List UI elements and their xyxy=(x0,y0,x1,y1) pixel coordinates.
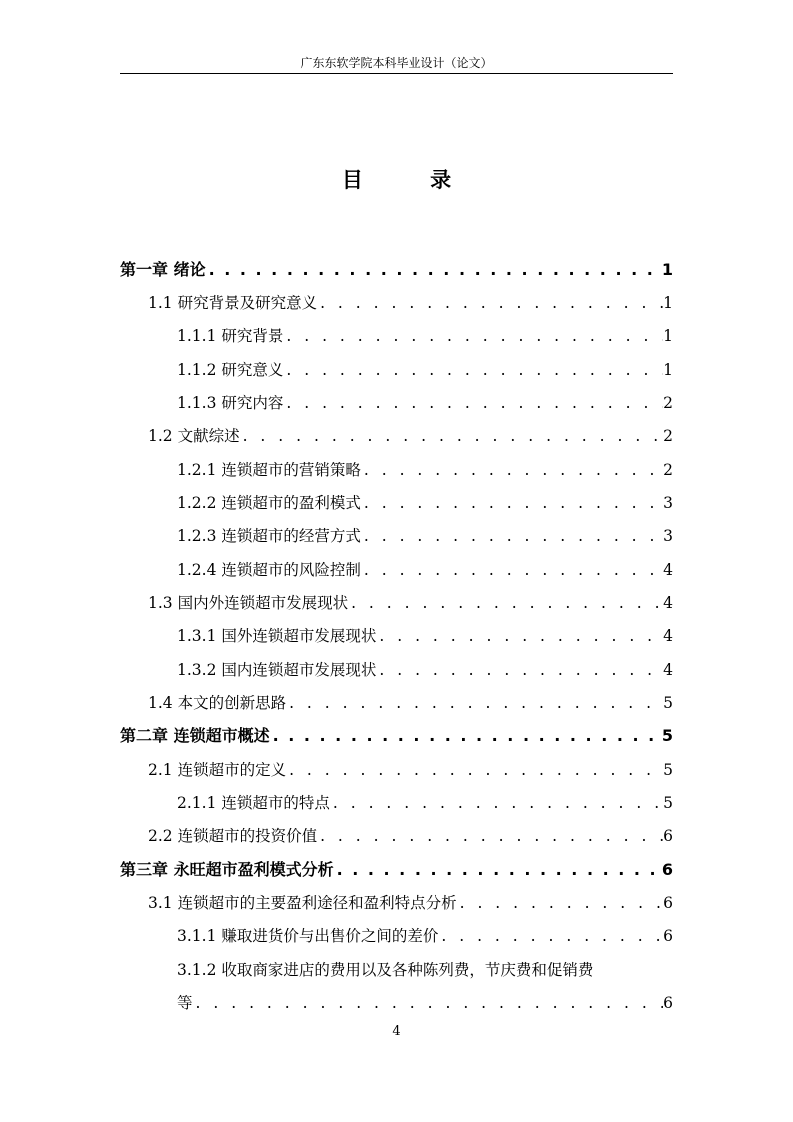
toc-entry[interactable] xyxy=(177,523,673,549)
toc-entry-text: 1.2.3 连锁超市的经营方式 xyxy=(177,527,361,545)
toc-entry-page: 2 xyxy=(663,461,673,479)
toc-entry[interactable] xyxy=(148,690,673,716)
toc-entry-text: 1.1.1 研究背景 xyxy=(177,327,284,345)
toc-entry-text: 1.3.2 国内连锁超市发展现状 xyxy=(177,661,377,679)
toc-entry-text: 第一章 绪论 xyxy=(120,260,206,279)
toc-entry[interactable] xyxy=(177,457,673,483)
toc-entry-text: 1.2.4 连锁超市的风险控制 xyxy=(177,561,361,579)
toc-entry-text: 第三章 永旺超市盈利模式分析 xyxy=(120,860,334,879)
toc-entry-text: 1.1 研究背景及研究意义 xyxy=(148,294,318,312)
toc-leader xyxy=(376,623,663,649)
toc-leader xyxy=(348,590,663,616)
toc-leader xyxy=(330,790,663,816)
toc-entry[interactable] xyxy=(120,257,673,283)
toc-entry[interactable] xyxy=(177,557,673,583)
toc-entry-page: 4 xyxy=(663,561,673,579)
toc-entry[interactable] xyxy=(177,990,673,1016)
toc-entry-text: 第二章 连锁超市概述 xyxy=(120,726,270,745)
toc-leader xyxy=(317,290,663,316)
toc-entry-page: 6 xyxy=(661,860,673,879)
toc-leader xyxy=(286,690,663,716)
toc-entry-text: 等 xyxy=(177,994,193,1012)
toc-entry[interactable] xyxy=(148,757,673,783)
toc-leader xyxy=(438,923,663,949)
toc-entry-page: 1 xyxy=(663,327,673,345)
toc-leader xyxy=(286,757,663,783)
toc-entry[interactable] xyxy=(177,357,673,383)
toc-entry-text: 2.1 连锁超市的定义 xyxy=(148,761,287,779)
toc-entry-page: 5 xyxy=(663,794,673,812)
page-header: 广东东软学院本科毕业设计（论文） xyxy=(300,56,493,70)
toc-leader xyxy=(206,257,662,283)
toc-entry-page: 6 xyxy=(663,827,673,845)
toc-leader xyxy=(361,557,663,583)
toc-entry[interactable] xyxy=(148,290,673,316)
toc-entry[interactable] xyxy=(177,923,673,949)
toc-leader xyxy=(193,990,664,1016)
toc-entry-page: 5 xyxy=(663,694,673,712)
toc-entry[interactable] xyxy=(120,723,673,749)
toc-leader xyxy=(334,857,662,883)
toc-entry-page: 2 xyxy=(663,427,673,445)
toc-entry-page: 4 xyxy=(663,661,673,679)
toc-entry-page: 1 xyxy=(663,361,673,379)
toc-title: 目 录 xyxy=(341,168,482,192)
toc-entry-text: 3.1.1 赚取进货价与出售价之间的差价 xyxy=(177,927,439,945)
toc-entry[interactable] xyxy=(177,623,673,649)
toc-leader xyxy=(457,890,664,916)
toc-entry-text: 1.3.1 国外连锁超市发展现状 xyxy=(177,627,377,645)
toc-entry[interactable] xyxy=(148,890,673,916)
toc-entry-page: 4 xyxy=(663,594,673,612)
toc-entry[interactable] xyxy=(120,857,673,883)
toc-leader xyxy=(361,490,663,516)
toc-entry-text: 1.1.2 研究意义 xyxy=(177,361,284,379)
toc-entry[interactable] xyxy=(177,490,673,516)
toc-entry-text: 2.1.1 连锁超市的特点 xyxy=(177,794,330,812)
toc-entry-page: 3 xyxy=(663,494,673,512)
toc-entry-page: 1 xyxy=(661,260,673,279)
toc-entry-text: 1.2 文献综述 xyxy=(148,427,240,445)
toc-entry-page: 4 xyxy=(663,627,673,645)
toc-entry[interactable] xyxy=(148,590,673,616)
toc-entry-text: 1.4 本文的创新思路 xyxy=(148,694,287,712)
toc-leader xyxy=(283,390,663,416)
toc-leader xyxy=(376,657,663,683)
toc-leader xyxy=(283,323,663,349)
toc-entry-page: 2 xyxy=(663,394,673,412)
page-number: 4 xyxy=(392,1024,401,1039)
toc-leader xyxy=(283,357,663,383)
toc-entry-page: 3 xyxy=(663,527,673,545)
toc-leader xyxy=(361,457,663,483)
toc-entry-text: 1.2.2 连锁超市的盈利模式 xyxy=(177,494,361,512)
toc-leader xyxy=(270,723,662,749)
toc-entry[interactable] xyxy=(177,790,673,816)
toc-entry-page: 1 xyxy=(663,294,673,312)
toc-entry-text: 3.1 连锁超市的主要盈利途径和盈利特点分析 xyxy=(148,894,457,912)
toc-leader xyxy=(317,823,663,849)
toc-entry-page: 5 xyxy=(661,726,673,745)
toc-entry[interactable] xyxy=(148,823,673,849)
toc-leader xyxy=(240,423,664,449)
toc-entry-page: 6 xyxy=(663,994,673,1012)
toc-entry[interactable] xyxy=(177,657,673,683)
toc-entry-text: 1.2.1 连锁超市的营销策略 xyxy=(177,461,361,479)
toc-entry-page: 6 xyxy=(663,894,673,912)
toc-entry-text: 2.2 连锁超市的投资价值 xyxy=(148,827,318,845)
toc-entry[interactable] xyxy=(148,423,673,449)
toc-entry-text: 1.1.3 研究内容 xyxy=(177,394,284,412)
toc-entry-text: 1.3 国内外连锁超市发展现状 xyxy=(148,594,349,612)
toc-entry-text-line1[interactable]: 3.1.2 收取商家进店的费用以及各种陈列费，节庆费和促销费 xyxy=(177,961,594,979)
toc-leader xyxy=(361,523,663,549)
toc-entry[interactable] xyxy=(177,323,673,349)
toc-entry[interactable] xyxy=(177,390,673,416)
toc-entry-page: 5 xyxy=(663,761,673,779)
toc-entry-page: 6 xyxy=(663,927,673,945)
